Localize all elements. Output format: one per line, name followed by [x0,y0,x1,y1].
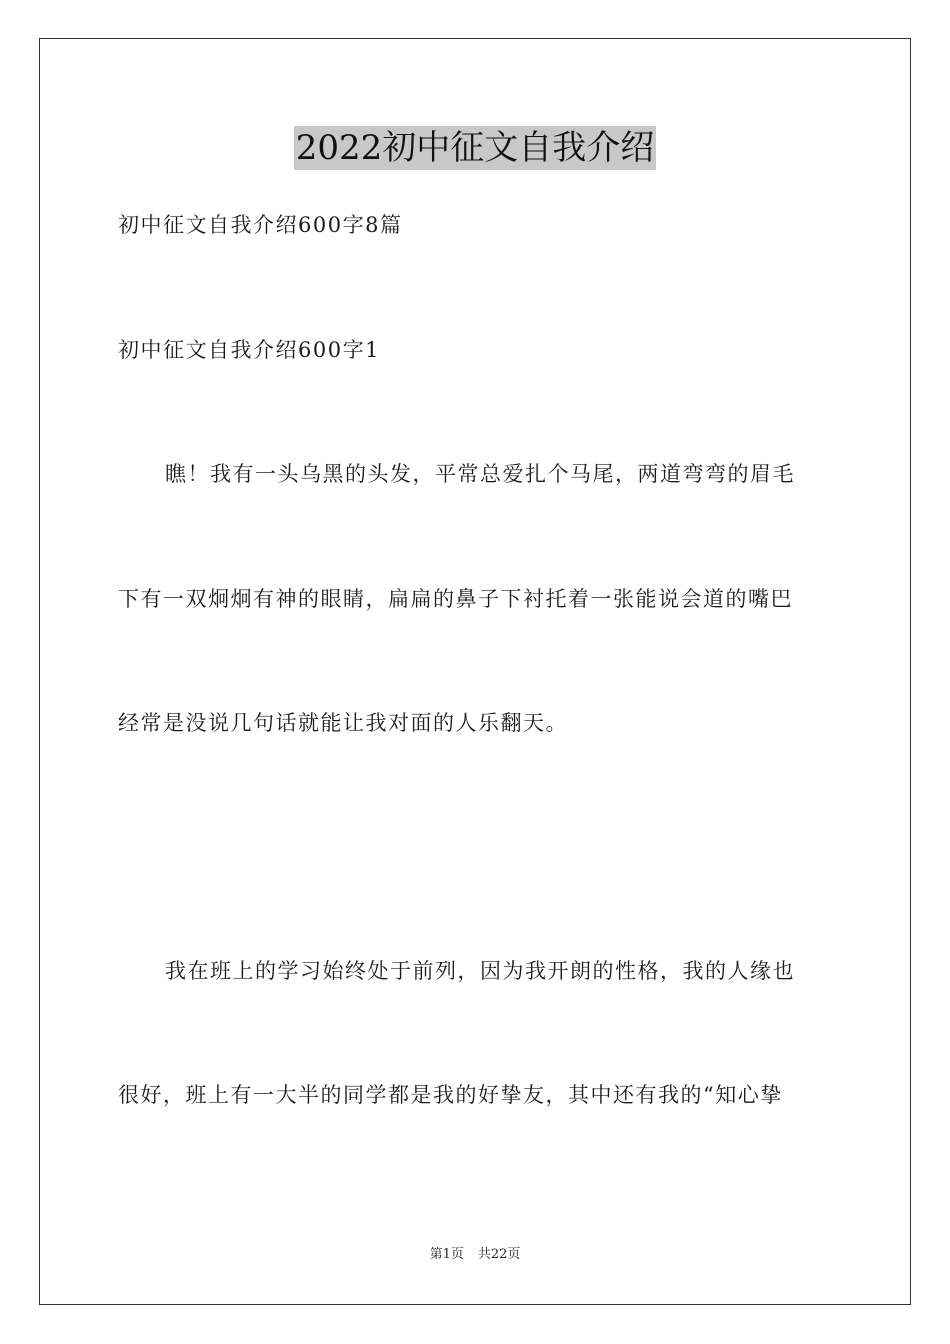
section-heading: 初中征文自我介绍600字1 [118,338,380,362]
paragraph-2-line-1: 我在班上的学习始终处于前列，因为我开朗的性格，我的人缘也 [165,959,795,983]
paragraph-2-line-2: 很好，班上有一大半的同学都是我的好挚友，其中还有我的“知心挚 [118,1083,783,1107]
page-footer [0,1246,950,1264]
document-subtitle: 初中征文自我介绍600字8篇 [118,213,403,237]
paragraph-1-line-1: 瞧！我有一头乌黑的头发，平常总爱扎个马尾，两道弯弯的眉毛 [165,462,795,486]
paragraph-1-line-2: 下有一双炯炯有神的眼睛，扁扁的鼻子下衬托着一张能说会道的嘴巴 [118,587,793,611]
page-number: 第1页 [429,1247,464,1262]
page-total: 共22页 [477,1247,521,1262]
paragraph-1-line-3: 经常是没说几句话就能让我对面的人乐翻天。 [118,711,568,735]
title-container [0,126,950,170]
document-title: 2022初中征文自我介绍 [295,128,655,168]
